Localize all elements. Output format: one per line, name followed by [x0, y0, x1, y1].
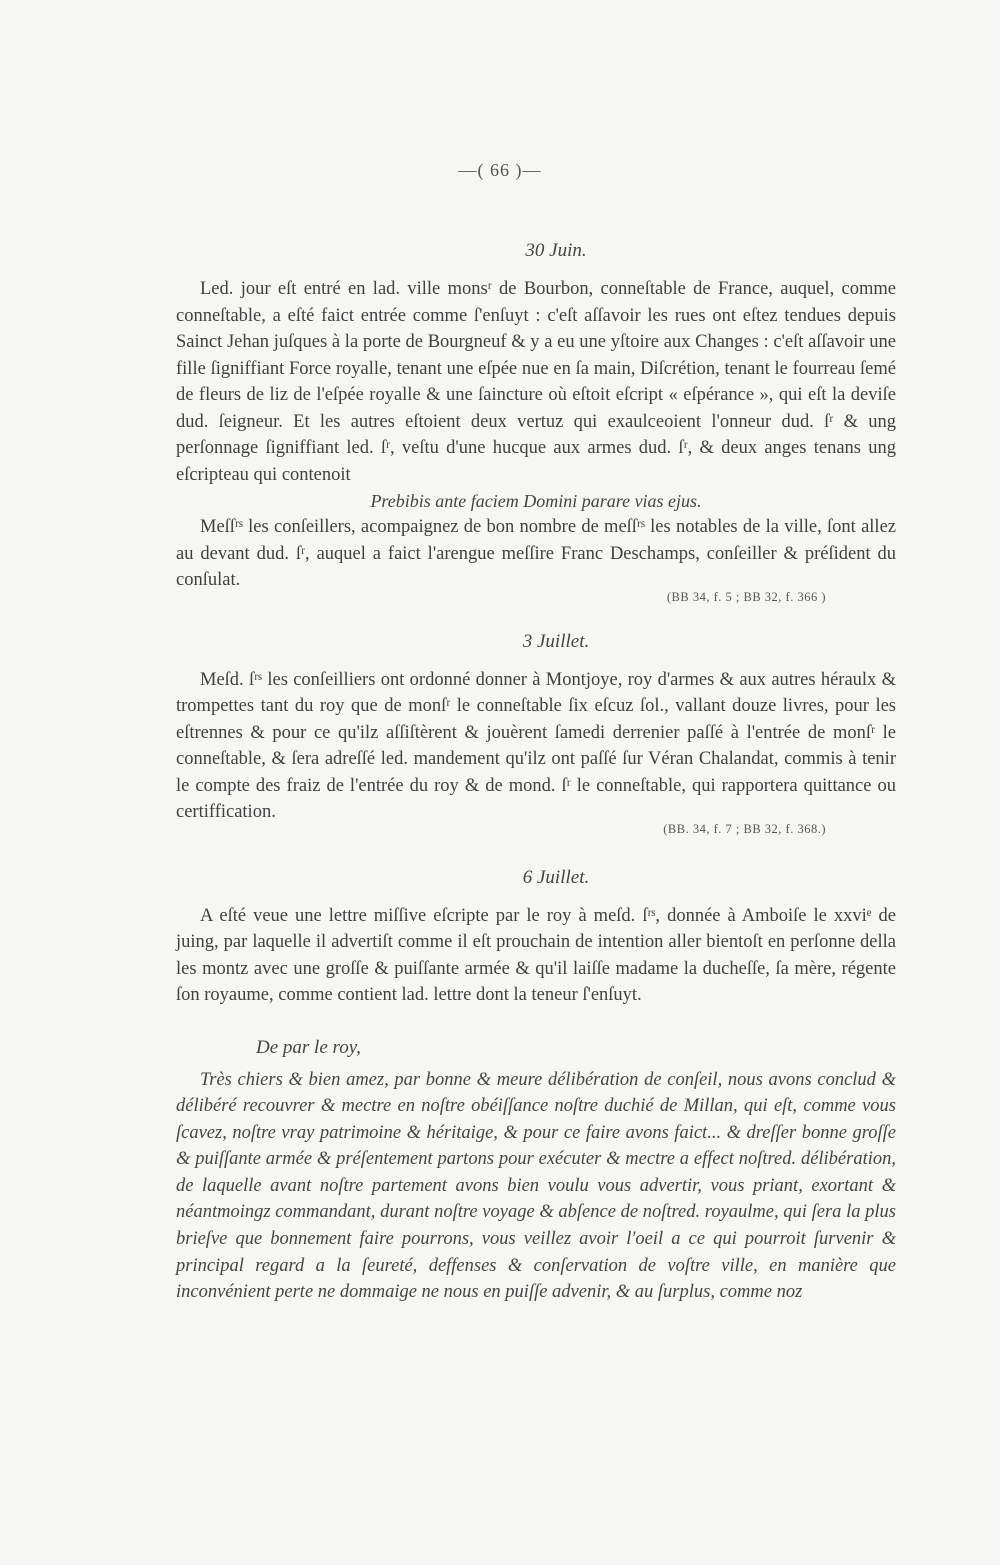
- entry-6-juillet: [176, 867, 896, 1009]
- date-heading: 3 Juillet.: [522, 630, 590, 652]
- date-heading: 6 Juillet.: [522, 866, 590, 888]
- paragraph: A eſté veue une lettre miſſive eſcripte par le roy à meſd. ſʳˢ, donnée à Amboiſe le xxviᵉ de juing, par laquelle il advertiſt comme il eſt prouchain de intention aller bientoſt en perſonne della les montz avec une groſſe & puiſſante armée & qu'il laiſſe madame la ducheſſe, ſa mère, régente ſon royaume, comme contient lad. lettre dont la teneur ſ'enſuyt.: [176, 905, 896, 1005]
- page-number: —( 66 )—: [458, 160, 542, 180]
- letter-body: Très chiers & bien amez, par bonne & meure délibération de conſeil, nous avons conclud & délibéré recouvrer & mectre en noſtre obéiſſance noſtre duchié de Millan, qui eſt, comme vous ſcavez, noſtre vray patrimoine & héritaige, & pour ce faire avons faict... & dreſſer bonne groſſe & puiſſante armée & préſentement partons pour exécuter & mectre a effect noſtred. délibération, de laquelle avant noſtre partement avons bien voulu vous advertir, vous priant, exortant & néantmoingz commandant, durant noſtre voyage & abſence de noſtred. royaulme, qui ſera la plus brieſve que bonnement faire pourrons, vous veillez avoir l'oeil a ce qui pourroit ſurvenir & principal regard a la ſeureté, deffenses & conſervation de voſtre ville, en manière que inconvénient perte ne dommaige ne nous en puiſſe advenir, & au ſurplus, comme noz: [176, 1069, 896, 1303]
- entry-3-juillet: [176, 631, 896, 837]
- paragraph: Meſd. ſʳˢ les conſeilliers ont ordonné donner à Montjoye, roy d'armes & aux autres héraulx & trompettes tant du roy que de monſʳ le conneſtable ſix eſcuz ſol., vallant douze livres, pour les eſtrennes & pour ce qu'ilz aſſiſtèrent & jouèrent ſamedi derrenier paſſé à l'entrée de monſʳ le conneſtable, & ſera adreſſé led. mandement qu'ilz ont paſſé ſur Véran Chalandat, commis à tenir le compte des fraiz de l'entrée du roy & de mond. ſʳ le conneſtable, qui rapportera quittance ou certiffication.: [176, 669, 896, 822]
- archive-reference: (BB 34, f. 5 ; BB 32, f. 366 ): [666, 589, 826, 604]
- paragraph: Meſſʳˢ les conſeillers, acompaignez de bon nombre de meſſʳˢ les notables de la ville, ſont allez au devant dud. ſʳ, auquel a faict l'arengue meſſire Franc Deschamps, conſeiller & préſident du conſulat.: [176, 517, 896, 590]
- royal-letter: [176, 1037, 896, 1306]
- paragraph: Led. jour eſt entré en lad. ville monsʳ de Bourbon, conneſtable de France, auquel, comme conneſtable, a eſté faict entrée comme ſ'enſuyt : c'eſt aſſavoir les rues ont eſtez tendues depuis Sainct Jehan juſques à la porte de Bourgneuf & y a eu une yſtoire aux Changes : c'eſt aſſavoir une fille ſigniffiant Force royalle, tenant une eſpée nue en ſa main, Diſcrétion, tenant le fourreau ſemé de fleurs de liz de l'eſpée royalle & une ſaincture où eſtoit eſcript « eſpérance », qui eſt la deviſe dud. ſeigneur. Et les autres eſtoient deux vertuz qui exaulceoient l'onneur dud. ſʳ & ung perſonnage ſigniffiant led. ſʳ, veſtu d'une hucque aux armes dud. ſʳ, & deux anges tenans ung eſcripteau qui contenoit: [176, 279, 896, 485]
- latin-quote: Prebibis ante faciem Domini parare vias ejus.: [370, 491, 702, 511]
- letter-opening: De par le roy,: [256, 1036, 361, 1058]
- document-body: [176, 240, 896, 1306]
- archive-reference: (BB. 34, f. 7 ; BB 32, f. 368.): [663, 821, 826, 836]
- date-heading: 30 Juin.: [525, 240, 587, 261]
- entry-30-juin: [176, 240, 896, 605]
